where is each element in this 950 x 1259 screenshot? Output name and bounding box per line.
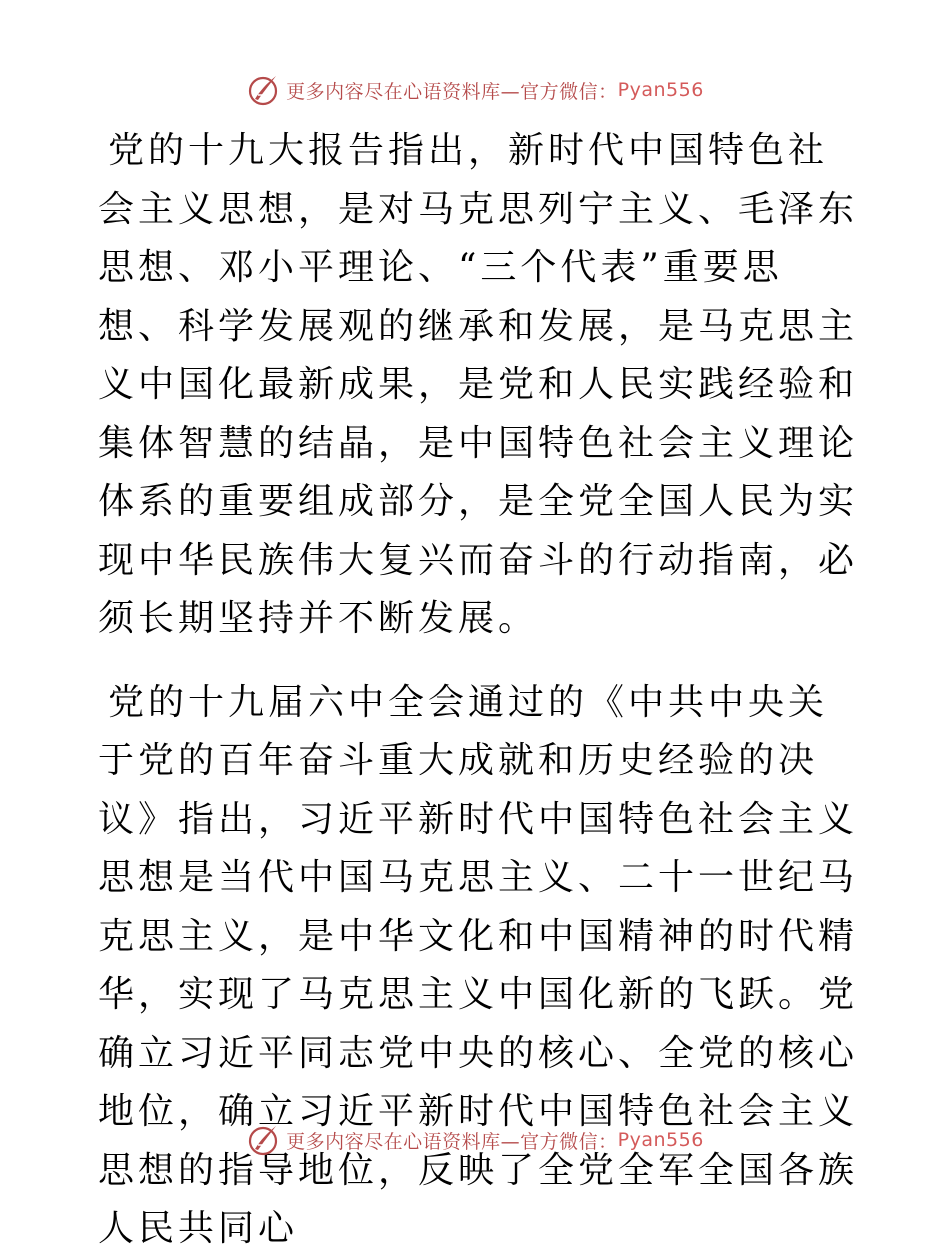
header-watermark (0, 70, 950, 110)
watermark-contact: Pyan556 (617, 79, 704, 101)
watermark-text: 更多内容尽在心语资料库—官方微信： (286, 80, 618, 103)
watermark-contact: Pyan556 (617, 1129, 704, 1151)
paragraph-2: 党的十九届六中全会通过的《中共中央关于党的百年奋斗重大成就和历史经验的决议》指出，习近平新时代中国特色社会主义思想是当代中国马克思主义、二十一世纪马克思主义，是中华文化和中国精神的时代精华，实现了马克思主义中国化新的飞跃。党确立习近平同志党中央的核心、全党的核心地位，确立习近平新时代中国特色社会主义思想的指导地位，反映了全党全军全国各族人民共同心 (98, 681, 859, 1249)
watermark-text: 更多内容尽在心语资料库—官方微信： (286, 1130, 618, 1153)
document-body (98, 122, 858, 1259)
quill-logo-icon (246, 73, 280, 107)
footer-watermark (0, 1120, 950, 1160)
paragraph-1: 党的十九大报告指出，新时代中国特色社会主义思想，是对马克思列宁主义、毛泽东思想、邓小平理论、“三个代表”重要思想、科学发展观的继承和发展，是马克思主义中国化最新成果，是党和人民实践经验和集体智慧的结晶，是中国特色社会主义理论体系的重要组成部分，是全党全国人民为实现中华民族伟大复兴而奋斗的行动指南，必须长期坚持并不断发展。 (98, 130, 859, 639)
quill-logo-icon (246, 1123, 280, 1157)
